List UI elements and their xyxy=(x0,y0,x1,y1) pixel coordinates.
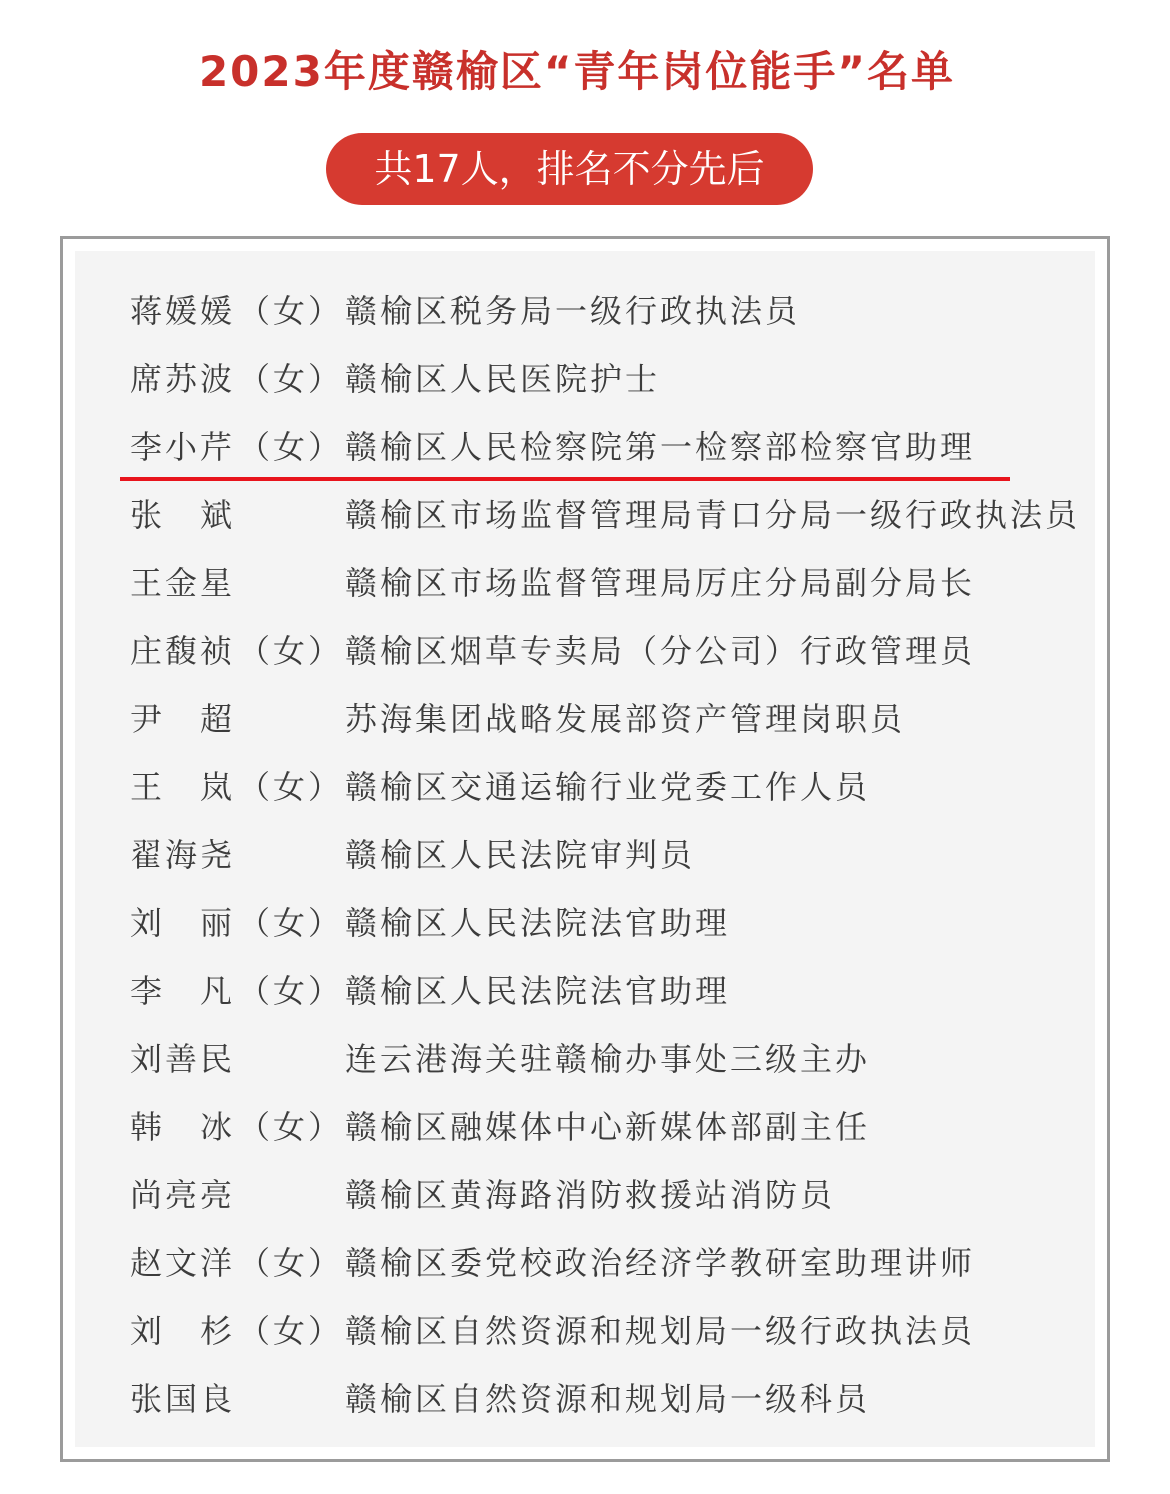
person-name: 李小芹 xyxy=(130,428,236,466)
page-title: 2023年度赣榆区“青年岗位能手”名单 xyxy=(198,47,956,96)
gender-note: （女） xyxy=(238,292,344,330)
organization: 赣榆区自然资源和规划局一级科员 xyxy=(345,1380,871,1418)
organization: 赣榆区市场监督管理局青口分局一级行政执法员 xyxy=(345,496,1081,534)
organization: 赣榆区委党校政治经济学教研室助理讲师 xyxy=(345,1244,976,1282)
organization: 赣榆区税务局一级行政执法员 xyxy=(345,292,801,330)
person-name: 刘 杉 xyxy=(130,1312,236,1350)
organization: 连云港海关驻赣榆办事处三级主办 xyxy=(345,1040,871,1078)
organization: 赣榆区人民法院审判员 xyxy=(345,836,696,874)
gender-note: （女） xyxy=(238,1312,344,1350)
list-item xyxy=(130,481,1095,549)
organization: 苏海集团战略发展部资产管理岗职员 xyxy=(345,700,906,738)
list-item xyxy=(130,821,1095,889)
organization: 赣榆区黄海路消防救援站消防员 xyxy=(345,1176,836,1214)
list-item xyxy=(130,1229,1095,1297)
person-name: 翟海尧 xyxy=(130,836,236,874)
list-item xyxy=(130,549,1095,617)
list-item xyxy=(130,277,1095,345)
organization: 赣榆区交通运输行业党委工作人员 xyxy=(345,768,871,806)
person-name: 刘 丽 xyxy=(130,904,236,942)
organization: 赣榆区人民法院法官助理 xyxy=(345,972,731,1010)
organization: 赣榆区市场监督管理局厉庄分局副分局长 xyxy=(345,564,976,602)
organization: 赣榆区人民检察院第一检察部检察官助理 xyxy=(345,428,976,466)
person-name: 韩 冰 xyxy=(130,1108,236,1146)
list-item xyxy=(130,1365,1095,1433)
list-item xyxy=(130,345,1095,413)
list-item xyxy=(130,1161,1095,1229)
gender-note: （女） xyxy=(238,768,344,806)
list-item xyxy=(130,1025,1095,1093)
highlight-underline xyxy=(120,477,1010,481)
list-item xyxy=(130,617,1095,685)
list-item xyxy=(130,413,1095,481)
gender-note: （女） xyxy=(238,360,344,398)
person-name: 李 凡 xyxy=(130,972,236,1010)
person-name: 张 斌 xyxy=(130,496,236,534)
person-name: 庄馥祯 xyxy=(130,632,236,670)
gender-note: （女） xyxy=(238,428,344,466)
list-box xyxy=(60,236,1110,1462)
list-item xyxy=(130,753,1095,821)
organization: 赣榆区人民医院护士 xyxy=(345,360,661,398)
list-panel xyxy=(75,251,1095,1447)
count-badge: 共17人，排名不分先后 xyxy=(326,133,813,205)
list-item xyxy=(130,1297,1095,1365)
organization: 赣榆区烟草专卖局（分公司）行政管理员 xyxy=(345,632,976,670)
person-name: 张国良 xyxy=(130,1380,236,1418)
gender-note: （女） xyxy=(238,904,344,942)
person-name: 尹 超 xyxy=(130,700,236,738)
organization: 赣榆区人民法院法官助理 xyxy=(345,904,731,942)
list-item xyxy=(130,1093,1095,1161)
person-name: 尚亮亮 xyxy=(130,1176,236,1214)
list-item xyxy=(130,957,1095,1025)
person-name: 王 岚 xyxy=(130,768,236,806)
person-name: 席苏波 xyxy=(130,360,236,398)
gender-note: （女） xyxy=(238,1108,344,1146)
organization: 赣榆区融媒体中心新媒体部副主任 xyxy=(345,1108,871,1146)
organization: 赣榆区自然资源和规划局一级行政执法员 xyxy=(345,1312,976,1350)
person-name: 王金星 xyxy=(130,564,236,602)
gender-note: （女） xyxy=(238,1244,344,1282)
list-item xyxy=(130,889,1095,957)
person-name: 赵文洋 xyxy=(130,1244,236,1282)
list-item xyxy=(130,685,1095,753)
person-name: 蒋媛媛 xyxy=(130,292,236,330)
gender-note: （女） xyxy=(238,632,344,670)
gender-note: （女） xyxy=(238,972,344,1010)
person-name: 刘善民 xyxy=(130,1040,236,1078)
